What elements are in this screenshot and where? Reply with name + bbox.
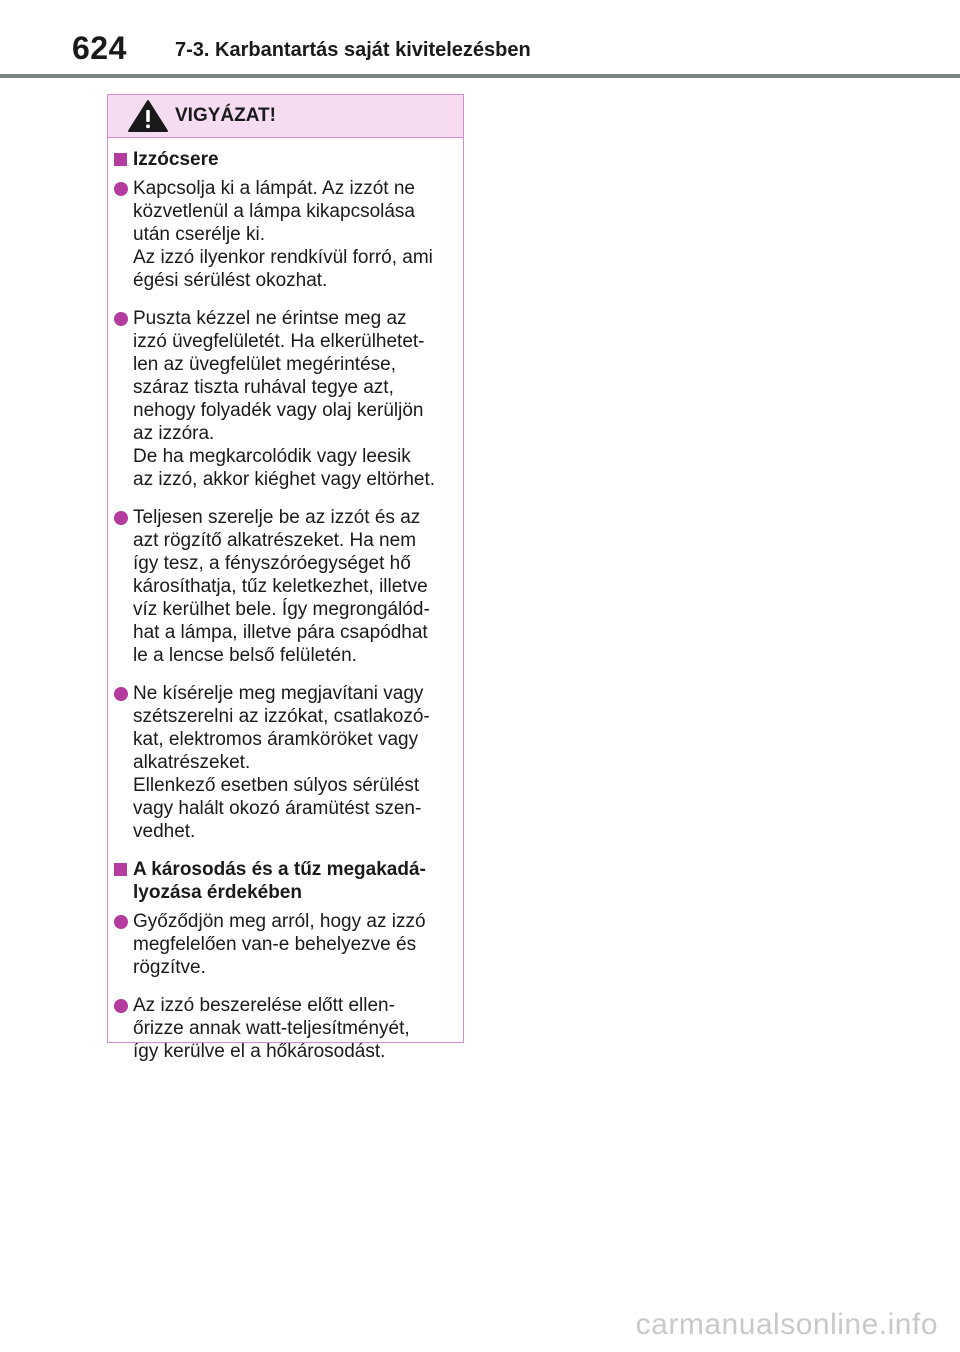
watermark: carmanualsonline.info [635,1308,938,1341]
section-heading-text: A károsodás és a tűz megakadá- lyozása érdekében [133,859,426,903]
circle-bullet-icon [114,687,128,701]
list-item-text: Győződjön meg arról, hogy az izzó megfelelően van-e behelyezve és rögzítve. [133,911,426,978]
list-item [114,994,449,1063]
section-heading-text: Izzócsere [133,149,219,170]
list-item [114,910,449,979]
list-item [114,506,449,667]
warning-box [107,94,464,1062]
circle-bullet-icon [114,511,128,525]
warning-title: VIGYÁZAT! [175,105,276,126]
circle-bullet-icon [114,312,128,326]
warning-body [108,138,463,1063]
circle-bullet-icon [114,182,128,196]
list-item [114,307,449,491]
warning-triangle-icon [126,99,170,133]
list-item-text: Az izzó beszerelése előtt ellen- őrizze annak watt-teljesítményét, így kerülve el a hőkárosodást. [133,995,410,1062]
section-heading [114,858,449,904]
list-item [114,177,449,292]
header-divider [0,74,960,78]
page-number: 624 [72,30,127,66]
warning-header [108,95,463,138]
square-bullet-icon [114,153,127,166]
list-item-text: Teljesen szerelje be az izzót és az azt rögzítő alkatrészeket. Ha nem így tesz, a fényszóróegységet hő károsíthatja, tűz keletkezhet, illetve víz kerülhet bele. Így megrongálód- hat a lámpa, illetve pára csapódhat le a lencse belső felületén. [133,507,430,666]
section-heading [114,148,449,171]
list-item-text: Puszta kézzel ne érintse meg az izzó üvegfelületét. Ha elkerülhetet- len az üvegfelület megérintése, száraz tiszta ruhával tegye azt, nehogy folyadék vagy olaj kerüljön az izzóra. De ha megkarcolódik vagy leesik az izzó, akkor kiéghet vagy eltörhet. [133,308,436,490]
list-item-text: Kapcsolja ki a lámpát. Az izzót ne közvetlenül a lámpa kikapcsolása után cserélje ki. Az izzó ilyenkor rendkívül forró, ami égési sérülést okozhat. [133,178,433,291]
circle-bullet-icon [114,915,128,929]
page-header [0,0,960,80]
square-bullet-icon [114,863,127,876]
list-item-text: Ne kísérelje meg megjavítani vagy szétszerelni az izzókat, csatlakozó- kat, elektromos áramköröket vagy alkatrészeket. Ellenkező esetben súlyos sérülést vagy halált okozó áramütést szen- vedhet. [133,683,430,842]
section-title: 7-3. Karbantartás saját kivitelezésben [175,39,531,61]
list-item [114,682,449,843]
circle-bullet-icon [114,999,128,1013]
